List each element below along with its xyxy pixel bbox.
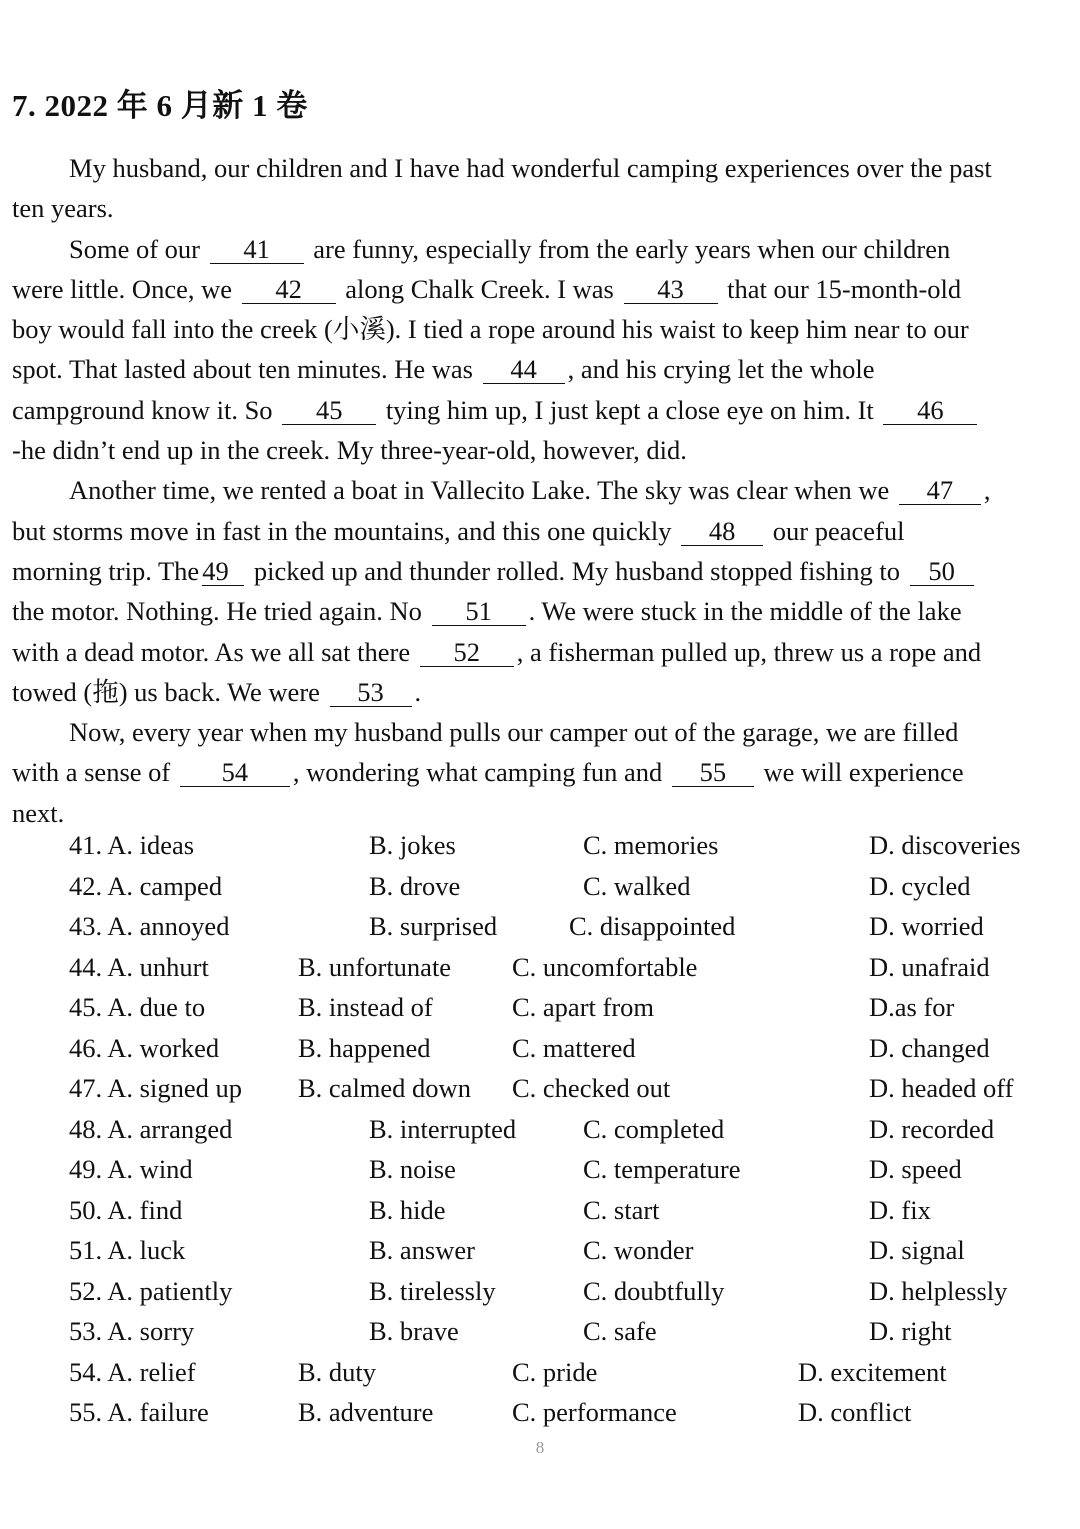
option-row	[69, 1357, 1069, 1398]
passage-line	[12, 591, 1070, 631]
option-row	[69, 911, 1069, 952]
option-c: C. walked	[583, 870, 691, 901]
passage-text: , a fisherman pulled up, threw us a rope and	[516, 636, 982, 667]
option-d: D. excitement	[798, 1356, 947, 1387]
blank-52: 52	[420, 638, 514, 667]
passage-text: .	[414, 676, 422, 707]
option-row	[69, 1235, 1069, 1276]
option-b: B. unfortunate	[298, 951, 452, 982]
option-a: 49. A. wind	[69, 1154, 193, 1184]
option-row	[69, 1316, 1069, 1357]
option-a: 48. A. arranged	[69, 1113, 233, 1144]
option-row	[69, 1114, 1069, 1155]
passage-text: the motor. Nothing. He tried again. No	[12, 596, 422, 627]
blank-50: 50	[910, 557, 974, 586]
option-row	[69, 1154, 1069, 1195]
passage-text: towed (拖) us back. We were	[12, 676, 320, 707]
passage-line	[12, 712, 1070, 752]
option-a: 47. A. signed up	[69, 1073, 242, 1103]
passage-line	[12, 269, 1070, 309]
passage-text: but storms move in fast in the mountains, and this one quickly	[12, 515, 672, 546]
option-row	[69, 830, 1069, 871]
passage-line	[12, 551, 1070, 591]
option-a: 45. A. due to	[69, 992, 206, 1022]
passage-line	[12, 349, 1070, 389]
option-c: C. apart from	[512, 992, 655, 1022]
passage-text: our peaceful	[772, 515, 905, 546]
option-b: B. instead of	[298, 992, 433, 1022]
section-heading: 7. 2022 年 6 月新 1 卷	[12, 88, 308, 123]
passage-text: Some of our	[69, 233, 201, 264]
option-c: C. mattered	[512, 1032, 636, 1063]
option-b: B. surprised	[369, 911, 498, 941]
option-row	[69, 1195, 1069, 1236]
option-c: C. safe	[583, 1316, 657, 1346]
option-a: 46. A. worked	[69, 1032, 220, 1063]
passage-text: are funny, especially from the early years when our children	[313, 233, 951, 264]
passage-text: were little. Once, we	[12, 273, 232, 304]
option-d: D. headed off	[869, 1073, 1014, 1103]
option-a: 41. A. ideas	[69, 830, 195, 860]
option-c: C. uncomfortable	[512, 951, 698, 982]
option-d: D.as for	[869, 992, 955, 1022]
passage-text: . We were stuck in the middle of the lake	[528, 596, 962, 627]
passage-line	[12, 148, 1070, 188]
option-b: B. interrupted	[369, 1113, 517, 1144]
option-b: B. drove	[369, 870, 461, 901]
option-b: B. calmed down	[298, 1073, 471, 1103]
option-d: D. changed	[869, 1032, 990, 1063]
option-d: D. unafraid	[869, 951, 990, 982]
passage	[12, 148, 1070, 833]
passage-text: , wondering what camping fun and	[292, 757, 663, 788]
option-row	[69, 1073, 1069, 1114]
blank-42: 42	[242, 275, 336, 304]
passage-text: that our 15-month-old	[727, 273, 962, 304]
option-d: D. helplessly	[869, 1275, 1008, 1306]
passage-text: with a sense of	[12, 757, 171, 788]
option-c: C. temperature	[583, 1154, 741, 1184]
option-d: D. discoveries	[869, 830, 1021, 860]
option-c: C. doubtfully	[583, 1275, 725, 1306]
option-a: 55. A. failure	[69, 1397, 209, 1427]
option-c: C. pride	[512, 1356, 598, 1387]
passage-line	[12, 511, 1070, 551]
option-a: 42. A. camped	[69, 870, 223, 901]
blank-45: 45	[282, 396, 376, 425]
passage-text: we will experience	[763, 757, 964, 788]
option-row	[69, 952, 1069, 993]
option-b: B. duty	[298, 1356, 377, 1387]
blank-53: 53	[330, 678, 412, 707]
passage-text: -he didn’t end up in the creek. My three-year-old, however, did.	[12, 435, 687, 466]
blank-49: 49	[202, 557, 244, 586]
blank-43: 43	[624, 275, 718, 304]
passage-text: ,	[983, 475, 991, 506]
option-row	[69, 992, 1069, 1033]
blank-51: 51	[432, 597, 526, 626]
passage-line	[12, 430, 1070, 470]
passage-text: picked up and thunder rolled. My husband stopped fishing to	[253, 555, 901, 586]
option-c: C. start	[583, 1194, 660, 1225]
option-b: B. noise	[369, 1154, 456, 1184]
passage-text: next.	[12, 797, 65, 828]
passage-text: Now, every year when my husband pulls our camper out of the garage, we are filled	[69, 717, 959, 748]
option-c: C. disappointed	[569, 911, 736, 941]
page-number: 8	[535, 1438, 545, 1457]
option-d: D. speed	[869, 1154, 962, 1184]
passage-text: My husband, our children and I have had wonderful camping experiences over the past	[69, 153, 992, 183]
option-b: B. jokes	[369, 830, 456, 860]
option-a: 51. A. luck	[69, 1235, 186, 1265]
blank-55: 55	[672, 758, 754, 787]
passage-line	[12, 793, 1070, 833]
passage-line	[12, 188, 1070, 228]
option-b: B. adventure	[298, 1397, 434, 1427]
option-row	[69, 1397, 1069, 1438]
option-c: C. checked out	[512, 1073, 671, 1103]
option-b: B. tirelessly	[369, 1275, 496, 1306]
option-b: B. brave	[369, 1316, 459, 1346]
option-a: 52. A. patiently	[69, 1275, 233, 1306]
passage-line	[12, 309, 1070, 349]
option-a: 43. A. annoyed	[69, 911, 230, 941]
passage-line	[12, 229, 1070, 269]
option-b: B. answer	[369, 1235, 475, 1265]
answer-options	[69, 830, 1069, 1438]
passage-line	[12, 390, 1070, 430]
blank-44: 44	[483, 355, 565, 384]
blank-47: 47	[899, 476, 981, 505]
passage-text: campground know it. So	[12, 394, 273, 425]
option-c: C. completed	[583, 1113, 725, 1144]
passage-line	[12, 752, 1070, 792]
option-b: B. hide	[369, 1194, 446, 1225]
option-c: C. wonder	[583, 1235, 694, 1265]
option-d: D. recorded	[869, 1113, 995, 1144]
option-d: D. fix	[869, 1194, 931, 1225]
option-row	[69, 1033, 1069, 1074]
passage-line	[12, 470, 1070, 510]
option-d: D. signal	[869, 1235, 965, 1265]
option-d: D. right	[869, 1316, 952, 1346]
option-a: 50. A. find	[69, 1194, 183, 1225]
passage-text: morning trip. The	[12, 555, 200, 586]
option-row	[69, 1276, 1069, 1317]
option-d: D. cycled	[869, 870, 971, 901]
blank-54: 54	[180, 758, 290, 787]
option-c: C. memories	[583, 830, 719, 860]
passage-line	[12, 632, 1070, 672]
option-d: D. worried	[869, 911, 984, 941]
passage-text: spot. That lasted about ten minutes. He was	[12, 354, 473, 385]
option-d: D. conflict	[798, 1397, 912, 1427]
option-row	[69, 871, 1069, 912]
passage-text: along Chalk Creek. I was	[345, 273, 614, 304]
blank-46: 46	[883, 396, 977, 425]
option-c: C. performance	[512, 1397, 677, 1427]
passage-text: with a dead motor. As we all sat there	[12, 636, 411, 667]
blank-48: 48	[681, 517, 763, 546]
passage-text: boy would fall into the creek (小溪). I tied a rope around his waist to keep him near to our	[12, 314, 969, 345]
passage-text: tying him up, I just kept a close eye on him. It	[385, 394, 874, 425]
option-b: B. happened	[298, 1032, 431, 1063]
option-a: 54. A. relief	[69, 1356, 196, 1387]
passage-line	[12, 672, 1070, 712]
option-a: 53. A. sorry	[69, 1316, 195, 1346]
passage-text: Another time, we rented a boat in Vallecito Lake. The sky was clear when we	[69, 475, 890, 506]
passage-text: ten years.	[12, 193, 114, 224]
passage-text: , and his crying let the whole	[567, 354, 875, 385]
blank-41: 41	[210, 235, 304, 264]
option-a: 44. A. unhurt	[69, 951, 209, 982]
